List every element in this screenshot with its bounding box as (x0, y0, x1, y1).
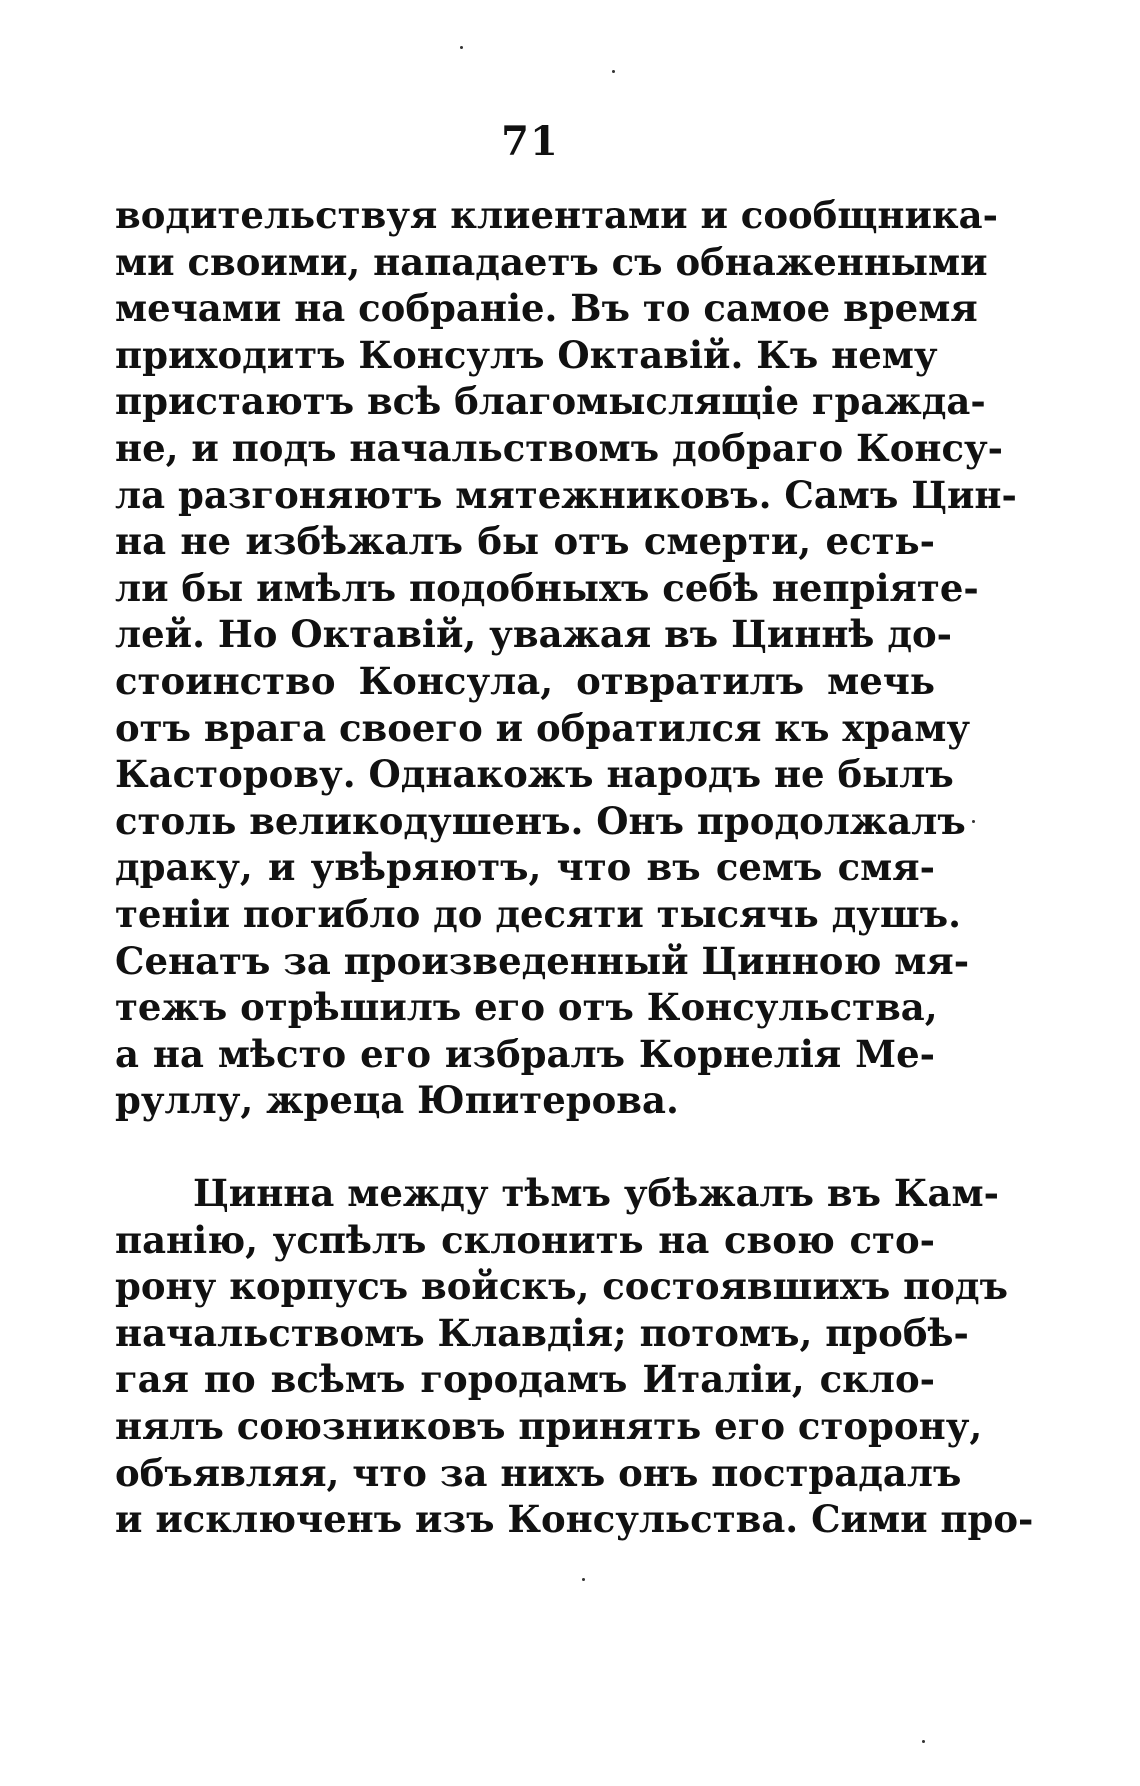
scan-speck (922, 1740, 925, 1743)
text-line: на не избѣжалъ бы отъ смерти, есть- (115, 519, 935, 564)
page-number: 71 (501, 118, 559, 165)
scan-speck (582, 1578, 585, 1581)
text-line: объявляя, что за нихъ онъ пострадалъ (115, 1450, 962, 1495)
text-line: рону корпусъ войскъ, состоявшихъ подъ (115, 1264, 1008, 1309)
text-line: не, и подъ начальствомъ добраго Консу- (115, 425, 1004, 470)
text-line: и исключенъ изъ Консульства. Сими про- (115, 1497, 1034, 1542)
text-line: Сенатъ за произведенный Цинною мя- (115, 938, 970, 983)
text-line: ла разгоняютъ мятежниковъ. Самъ Цин- (115, 472, 1017, 517)
scan-speck (612, 70, 615, 73)
text-line: начальствомъ Клавдія; потомъ, пробѣ- (115, 1310, 969, 1355)
text-line: гая по всѣмъ городамъ Италіи, скло- (115, 1357, 935, 1402)
text-line: Касторову. Однакожъ народъ не былъ (115, 752, 954, 797)
text-line: нялъ союзниковъ принять его сторону, (115, 1403, 983, 1448)
text-line: тежъ отрѣшилъ его отъ Консульства, (115, 985, 938, 1030)
text-line: ми своими, нападаетъ съ обнаженными (115, 239, 988, 284)
paragraph-2 (115, 1170, 1034, 1543)
text-line: отъ врага своего и обратился къ храму (115, 705, 971, 750)
text-line: а на мѣсто его избралъ Корнелія Ме- (115, 1031, 935, 1076)
paragraph-1 (115, 192, 1017, 1124)
scan-speck (972, 820, 975, 823)
text-line: мечами на собраніе. Въ то самое время (115, 286, 978, 331)
text-line: ли бы имѣлъ подобныхъ себѣ непріяте- (115, 565, 979, 610)
text-line: панію, успѣлъ склонить на свою сто- (115, 1217, 935, 1262)
text-line: теніи погибло до десяти тысячь душъ. (115, 891, 961, 936)
scan-speck (460, 46, 463, 49)
text-line: водительствуя клиентами и сообщника- (115, 193, 998, 237)
text-line: лей. Но Октавій, уважая въ Циннѣ до- (115, 612, 953, 657)
text-line: драку, и увѣряютъ, что въ семъ смя- (115, 845, 935, 890)
text-line: пристаютъ всѣ благомыслящіе граждa- (115, 379, 986, 424)
text-line: Цинна между тѣмъ убѣжалъ въ Кам- (193, 1171, 999, 1215)
text-line: руллу, жреца Юпитерова. (115, 1078, 679, 1123)
text-line: столь великодушенъ. Онъ продолжалъ (115, 798, 966, 843)
text-line: стоинство Консула, отвратилъ мечь (115, 658, 935, 703)
text-line: приходитъ Консулъ Октавій. Къ нему (115, 332, 938, 377)
